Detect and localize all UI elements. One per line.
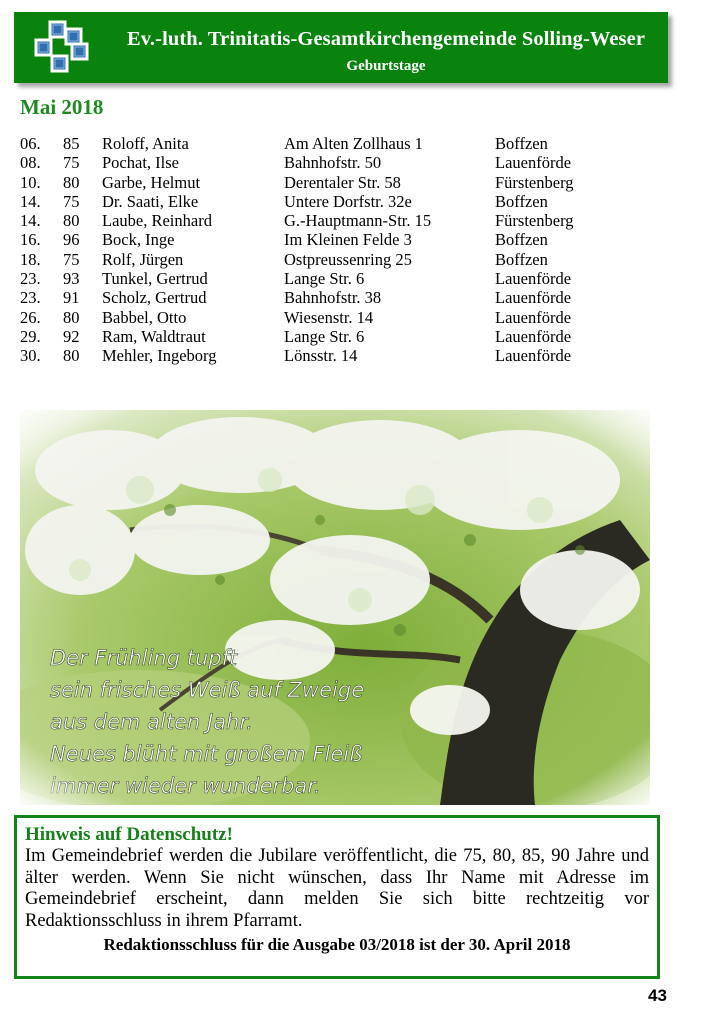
town-cell: Lauenförde	[495, 153, 572, 173]
age-cell: 75	[63, 249, 80, 269]
day-cell: 06.	[20, 134, 41, 153]
age-cell: 92	[63, 326, 80, 346]
name-cell: Mehler, Ingeborg	[102, 346, 217, 366]
day-cell: 08.	[20, 153, 41, 173]
town-cell: Lauenförde	[495, 326, 572, 346]
address-cell: Ostpreussenring 25	[284, 249, 412, 269]
name-cell: Laube, Reinhard	[102, 211, 212, 231]
page-title: Ev.-luth. Trinitatis-Gesamtkirchengemeinde Solling-Weser	[126, 28, 646, 50]
notice-deadline: Redaktionsschluss für die Ausgabe 03/2018 ist der 30. April 2018	[103, 935, 571, 954]
day-cell: 23.	[20, 269, 41, 289]
name-cell: Ram, Waldtraut	[102, 326, 206, 346]
address-cell: Wiesenstr. 14	[284, 307, 374, 327]
day-cell: 14.	[20, 191, 41, 211]
birthday-row	[20, 230, 615, 249]
age-cell: 80	[63, 346, 80, 366]
birthday-row	[20, 211, 615, 230]
address-cell: Bahnhofstr. 50	[284, 153, 382, 173]
town-cell: Fürstenberg	[495, 172, 574, 192]
age-cell: 91	[63, 288, 80, 308]
address-cell: G.-Hauptmann-Str. 15	[284, 211, 432, 231]
birthday-row	[20, 153, 615, 172]
birthday-row	[20, 192, 615, 211]
address-cell: Am Alten Zollhaus 1	[284, 134, 423, 153]
birthday-row	[20, 269, 615, 288]
town-cell: Boffzen	[495, 191, 548, 211]
address-cell: Lönsstr. 14	[284, 346, 358, 366]
page-number: 43	[648, 986, 667, 1005]
day-cell: 23.	[20, 288, 41, 308]
age-cell: 80	[63, 211, 80, 231]
name-cell: Pochat, Ilse	[102, 153, 179, 173]
age-cell: 80	[63, 307, 80, 327]
name-cell: Scholz, Gertrud	[102, 288, 207, 308]
birthday-row	[20, 346, 615, 365]
privacy-notice-box	[14, 815, 660, 979]
name-cell: Dr. Saati, Elke	[102, 191, 199, 211]
page-subtitle: Geburtstage	[346, 58, 426, 74]
age-cell: 75	[63, 153, 80, 173]
birthday-row	[20, 288, 615, 307]
address-cell: Derentaler Str. 58	[284, 172, 401, 192]
age-cell: 93	[63, 269, 80, 289]
town-cell: Boffzen	[495, 134, 548, 153]
birthday-row	[20, 327, 615, 346]
name-cell: Garbe, Helmut	[102, 172, 201, 192]
day-cell: 26.	[20, 307, 41, 327]
birthday-row	[20, 134, 615, 153]
notice-body: Im Gemeindebrief werden die Jubilare veröffentlicht, die 75, 80, 85, 90 Jahre und älter werden. Wenn Sie nicht wünschen, dass Ihr Name mit Adresse im Gemeindebrief erscheint, dann melden Sie sich bitte rechtzeitig vor Redaktionsschluss in ihrem Pfarramt.	[25, 846, 649, 931]
address-cell: Im Kleinen Felde 3	[284, 230, 412, 250]
day-cell: 10.	[20, 172, 41, 192]
town-cell: Lauenförde	[495, 346, 572, 366]
day-cell: 14.	[20, 211, 41, 231]
day-cell: 29.	[20, 326, 41, 346]
birthday-row	[20, 308, 615, 327]
age-cell: 85	[63, 134, 80, 153]
name-cell: Babbel, Otto	[102, 307, 187, 327]
address-cell: Lange Str. 6	[284, 269, 365, 289]
town-cell: Lauenförde	[495, 269, 572, 289]
birthday-table	[20, 134, 615, 366]
age-cell: 80	[63, 172, 80, 192]
town-cell: Boffzen	[495, 249, 548, 269]
church-logo-icon	[28, 18, 94, 78]
birthday-row	[20, 173, 615, 192]
town-cell: Fürstenberg	[495, 211, 574, 231]
town-cell: Lauenförde	[495, 307, 572, 327]
town-cell: Lauenförde	[495, 288, 572, 308]
notice-title: Hinweis auf Datenschutz!	[25, 824, 233, 845]
header-banner	[14, 12, 668, 83]
address-cell: Lange Str. 6	[284, 326, 365, 346]
town-cell: Boffzen	[495, 230, 548, 250]
age-cell: 96	[63, 230, 80, 250]
address-cell: Untere Dorfstr. 32e	[284, 191, 412, 211]
address-cell: Bahnhofstr. 38	[284, 288, 382, 308]
day-cell: 30.	[20, 346, 41, 366]
name-cell: Tunkel, Gertrud	[102, 269, 208, 289]
name-cell: Bock, Inge	[102, 230, 175, 250]
name-cell: Roloff, Anita	[102, 134, 189, 153]
blossom-tree-photo	[20, 410, 650, 805]
month-heading: Mai 2018	[20, 95, 104, 119]
birthday-row	[20, 250, 615, 269]
day-cell: 16.	[20, 230, 41, 250]
day-cell: 18.	[20, 249, 41, 269]
age-cell: 75	[63, 191, 80, 211]
name-cell: Rolf, Jürgen	[102, 249, 184, 269]
